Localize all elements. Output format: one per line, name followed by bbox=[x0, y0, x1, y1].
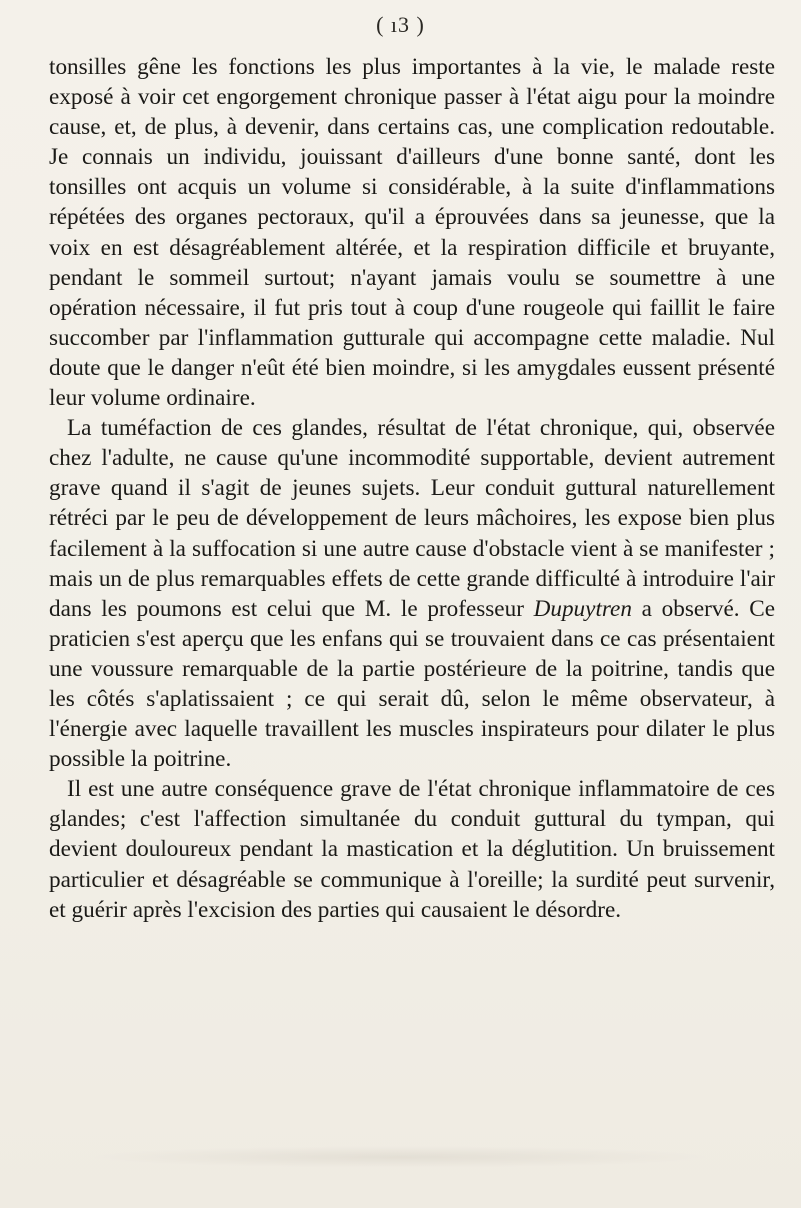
paragraph bbox=[49, 52, 775, 413]
italic-name: Dupuytren bbox=[533, 595, 632, 622]
paragraph-text: tonsilles gêne les fonctions les plus importantes à la vie, le malade reste exposé à voir cet engorgement chronique passer à l'état aigu pour la moindre cause, et, de plus, à devenir, dans certains cas, une complication redoutable. Je connais un individu, jouissant d'ailleurs d'une bonne santé, dont les tonsilles ont acquis un volume si considérable, à la suite d'inflammations répétées des organes pectoraux, qu'il a éprouvées dans sa jeunesse, que la voix en est désagréablement altérée, et la respiration difficile et bruyante, pendant le sommeil surtout; n'ayant jamais voulu se soumettre à une opération nécessaire, il fut pris tout à coup d'une rougeole qui faillit le faire succomber par l'inflammation gutturale qui accompagne cette maladie. Nul doute que le danger n'eût été bien moindre, si les amygdales eussent présenté leur volume ordinaire. bbox=[49, 54, 775, 412]
paragraph bbox=[49, 413, 775, 774]
paragraph bbox=[49, 774, 775, 924]
paragraph-text: a observé. Ce praticien s'est aperçu que les enfans qui se trouvaient dans ce cas présentaient une voussure remarquable de la partie postérieure de la poitrine, tandis que les côtés s'aplatissaient ; ce qui serait dû, selon le même observateur, à l'énergie avec laquelle travaillent les muscles inspirateurs pour dilater le plus possible la poitrine. bbox=[49, 595, 775, 773]
paragraph-text: Il est une autre conséquence grave de l'état chronique inflammatoire de ces glandes; c'est l'affection simultanée du conduit guttural du tympan, qui devient douloureux pendant la mastication et la déglutition. Un bruissement particulier et désagréable se communique à l'oreille; la surdité peut survenir, et guérir après l'excision des parties qui causaient le désordre. bbox=[49, 776, 775, 923]
body-text bbox=[49, 52, 775, 925]
paragraph-text: La tuméfaction de ces glandes, résultat de l'état chronique, qui, observée chez l'adulte, ne cause qu'une incommodité supportable, devient autrement grave quand il s'agit de jeunes sujets. Leur conduit guttural naturellement rétréci par le peu de développement de leurs mâchoires, les expose bien plus facilement à la suffocation si une autre cause d'obstacle vient à se manifester ; mais un de plus remarquables effets de cette grande difficulté à introduire l'air dans les poumons est celui que M. le professeur bbox=[49, 415, 775, 622]
page-number: ( ı3 ) bbox=[376, 12, 425, 37]
show-through-text bbox=[85, 1146, 715, 1168]
